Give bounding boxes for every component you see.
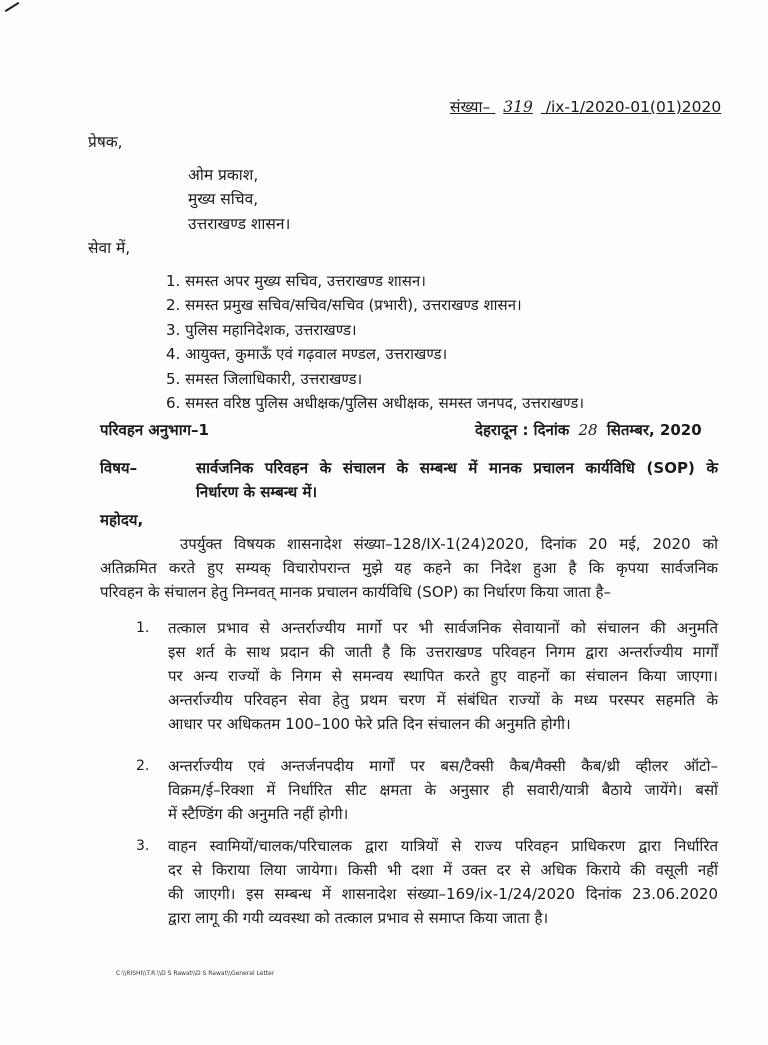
sender-name: ओम प्रकाश, — [188, 166, 259, 184]
recipient-item — [166, 320, 357, 340]
sender-designation: मुख्य सचिव, — [188, 190, 259, 208]
recipient-num: 3. — [166, 321, 181, 339]
point-line: पर अन्य राज्यों के निगम से समन्वय स्थापित करते हुए वाहनों का संचालन किया जाएगा। — [168, 667, 718, 685]
recipient-item — [166, 295, 522, 315]
place-date — [475, 420, 702, 440]
subject-label: विषय– — [100, 459, 138, 477]
recipient-text: पुलिस महानिदेशक, उत्तराखण्ड। — [185, 321, 357, 339]
recipient-text: समस्त जिलाधिकारी, उत्तराखण्ड। — [185, 370, 363, 388]
recipient-num: 1. — [166, 272, 181, 290]
point-line: इस शर्त के साथ प्रदान की जाती है कि उत्तराखण्ड परिवहन निगम द्वारा अन्तर्राज्यीय मार्गों — [168, 643, 718, 661]
reference-suffix: /ix-1/2020-01(01)2020 — [545, 98, 722, 116]
subject-line-1 — [196, 458, 718, 478]
point-line: की जाएगी। इस सम्बन्ध में शासनादेश संख्या–169/ix-1/24/2020 दिनांक 23.06.2020 — [168, 885, 718, 903]
point-line: आधार पर अधिकतम 100–100 फेरे प्रति दिन संचालन की अनुमति होगी। — [168, 715, 571, 733]
point-line: विक्रम/ई–रिक्शा में निर्धारित सीट क्षमता के अनुसार ही सवारी/यात्री बैठाये जायेंगे। बसों — [168, 781, 718, 799]
point-number: 1. — [136, 620, 150, 636]
point-line: तत्काल प्रभाव से अन्तर्राज्यीय मार्गो पर भी सार्वजनिक सेवायानों को संचालन की अनुमति — [168, 619, 718, 637]
point-line: अन्तर्राज्यीय परिवहन सेवा हेतु प्रथम चरण में संबंधित राज्यों के मध्य परस्पर सहमति के — [168, 691, 718, 709]
recipient-num: 6. — [166, 394, 181, 412]
pen-mark — [5, 2, 20, 12]
subject-text-1: सार्वजनिक परिवहन के संचालन के सम्बन्ध में मानक प्रचालन कार्यविधि (SOP) के — [196, 459, 718, 477]
point-line: दर से किराया लिया जायेगा। किसी भी दशा में उक्त दर से अधिक किराये की वसूली नहीं — [168, 861, 718, 879]
reference-handwritten-number: 319 — [503, 98, 533, 116]
point-line: अन्तर्राज्यीय एवं अन्तर्जनपदीय मार्गों पर बस/टैक्सी कैब/मैक्सी कैब/थ्री व्हीलर ऑटो– — [168, 757, 718, 775]
recipient-item — [166, 271, 426, 291]
file-path-footer: C:\\RISHI\\T.R.\\D S Rawat\\D S Rawat\\General Letter — [116, 970, 275, 977]
subject-line-2: निर्धारण के सम्बन्ध में। — [196, 483, 318, 501]
date-rest: सितम्बर, 2020 — [606, 421, 702, 439]
recipient-num: 5. — [166, 370, 181, 388]
point-2-text — [168, 754, 718, 826]
point-line: वाहन स्वामियों/चालक/परिचालक द्वारा यात्रियों से राज्य परिवहन प्राधिकरण द्वारा निर्धारित — [168, 837, 718, 855]
point-number: 2. — [136, 758, 150, 774]
reference-number — [450, 97, 721, 117]
recipient-text: समस्त अपर मुख्य सचिव, उत्तराखण्ड शासन। — [185, 272, 426, 290]
department-name: परिवहन अनुभाग–1 — [100, 421, 209, 439]
date-day-handwritten: 28 — [578, 421, 598, 439]
intro-line-3: परिवहन के संचालन हेतु निम्नवत् मानक प्रचालन कार्यविधि (SOP) का निर्धारण किया जाता है– — [100, 583, 611, 601]
salutation: महोदय, — [100, 511, 144, 529]
sender-office: उत्तराखण्ड शासन। — [188, 215, 291, 233]
recipient-item — [166, 369, 362, 389]
intro-line-2: अतिक्रमित करते हुए सम्यक् विचारोपरान्त मुझे यह कहने का निदेश हुआ है कि कृपया सार्वजनिक — [100, 559, 718, 577]
recipient-num: 2. — [166, 296, 181, 314]
intro-line-1: उपर्युक्त विषयक शासनादेश संख्या–128/IX-1(24)2020, दिनांक 20 मई, 2020 को — [180, 535, 718, 553]
recipient-num: 4. — [166, 345, 181, 363]
intro-line-1-wrap — [180, 532, 718, 556]
recipient-text: समस्त प्रमुख सचिव/सचिव/सचिव (प्रभारी), उत्तराखण्ड शासन। — [185, 296, 522, 314]
point-number: 3. — [136, 838, 150, 854]
point-line: में स्टैण्डिंग की अनुमति नहीं होगी। — [168, 805, 349, 823]
recipient-item — [166, 393, 584, 413]
recipient-text: आयुक्त, कुमाऊँ एवं गढ़वाल मण्डल, उत्तराखण्ड। — [185, 345, 448, 363]
point-3-text — [168, 834, 718, 930]
point-line: द्वारा लागू की गयी व्यवस्था को तत्काल प्रभाव से समाप्त किया जाता है। — [168, 909, 549, 927]
place-date-prefix: देहरादून : दिनांक — [475, 421, 570, 439]
point-1-text — [168, 616, 718, 736]
intro-body — [100, 556, 718, 604]
recipients-label: सेवा में, — [88, 239, 131, 257]
recipient-text: समस्त वरिष्ठ पुलिस अधीक्षक/पुलिस अधीक्षक, समस्त जनपद, उत्तराखण्ड। — [185, 394, 585, 412]
recipient-item — [166, 344, 447, 364]
reference-label: संख्या– — [450, 98, 491, 116]
sender-label: प्रेषक, — [88, 133, 123, 151]
